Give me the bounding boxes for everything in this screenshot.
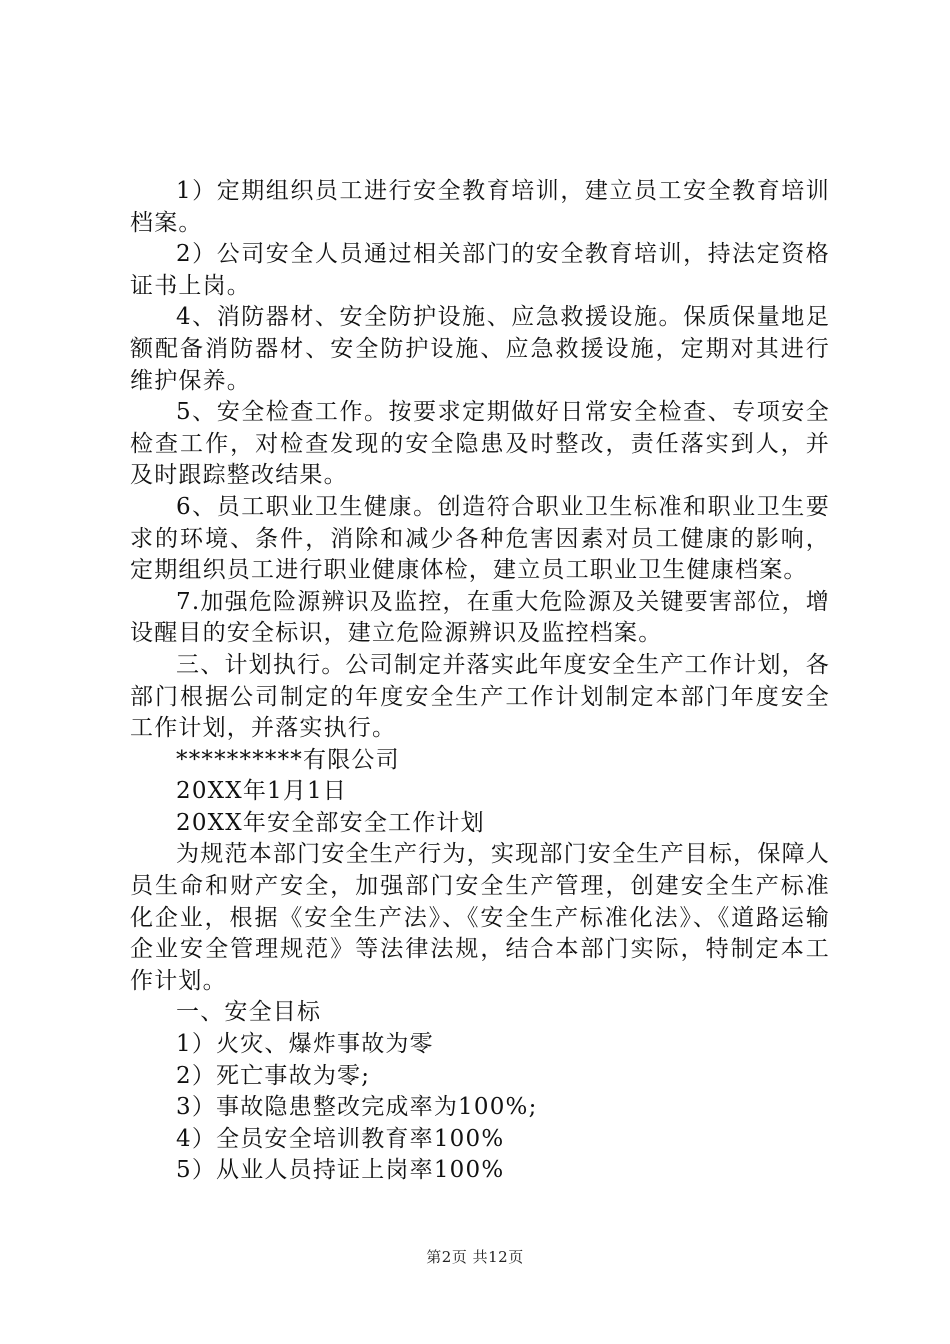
company-name: **********有限公司	[176, 746, 400, 773]
target-item: 1）火灾、爆炸事故为零	[176, 1031, 434, 1058]
document-date: 20XX年1月1日	[176, 778, 348, 805]
target-item: 3）事故隐患整改完成率为100%;	[176, 1094, 538, 1121]
plan-title: 20XX年安全部安全工作计划	[176, 809, 485, 836]
paragraph-plan-execution: 三、计划执行。公司制定并落实此年度安全生产工作计划，各部门根据公司制定的年度安全生产工作计划制定本部门年度安全工作计划，并落实执行。	[130, 651, 830, 742]
paragraph-safety-inspection: 5、安全检查工作。按要求定期做好日常安全检查、专项安全检查工作，对检查发现的安全隐患及时整改，责任落实到人，并及时跟踪整改结果。	[130, 399, 830, 489]
target-item: 5）从业人员持证上岗率100%	[176, 1157, 505, 1184]
paragraph-training: 1）定期组织员工进行安全教育培训，建立员工安全教育培训档案。	[130, 178, 830, 236]
section-heading: 一、安全目标	[176, 999, 322, 1026]
paragraph-intro: 为规范本部门安全生产行为，实现部门安全生产目标，保障人员生命和财产安全，加强部门安全生产管理，创建安全生产标准化企业，根据《安全生产法》、《安全生产标准化法》、《道路运输企业安全管理规范》等法律法规，结合本部门实际，特制定本工作计划。	[130, 841, 830, 994]
document-body	[130, 176, 830, 1187]
target-item: 2）死亡事故为零;	[176, 1062, 371, 1089]
paragraph-hazard-monitoring: 7.加强危险源辨识及监控，在重大危险源及关键要害部位，增设醒目的安全标识，建立危险源辨识及监控档案。	[130, 588, 830, 647]
page-number-footer: 第2页 共12页	[426, 1248, 524, 1266]
paragraph-occupational-health: 6、员工职业卫生健康。创造符合职业卫生标准和职业卫生要求的环境、条件，消除和减少各种危害因素对员工健康的影响，定期组织员工进行职业健康体检，建立员工职业卫生健康档案。	[130, 493, 830, 584]
paragraph-certification: 2）公司安全人员通过相关部门的安全教育培训，持法定资格证书上岗。	[130, 241, 830, 299]
paragraph-fire-equipment: 4、消防器材、安全防护设施、应急救援设施。保质保量地足额配备消防器材、安全防护设施、应急救援设施，定期对其进行维护保养。	[130, 304, 830, 394]
target-item: 4）全员安全培训教育率100%	[176, 1125, 505, 1152]
